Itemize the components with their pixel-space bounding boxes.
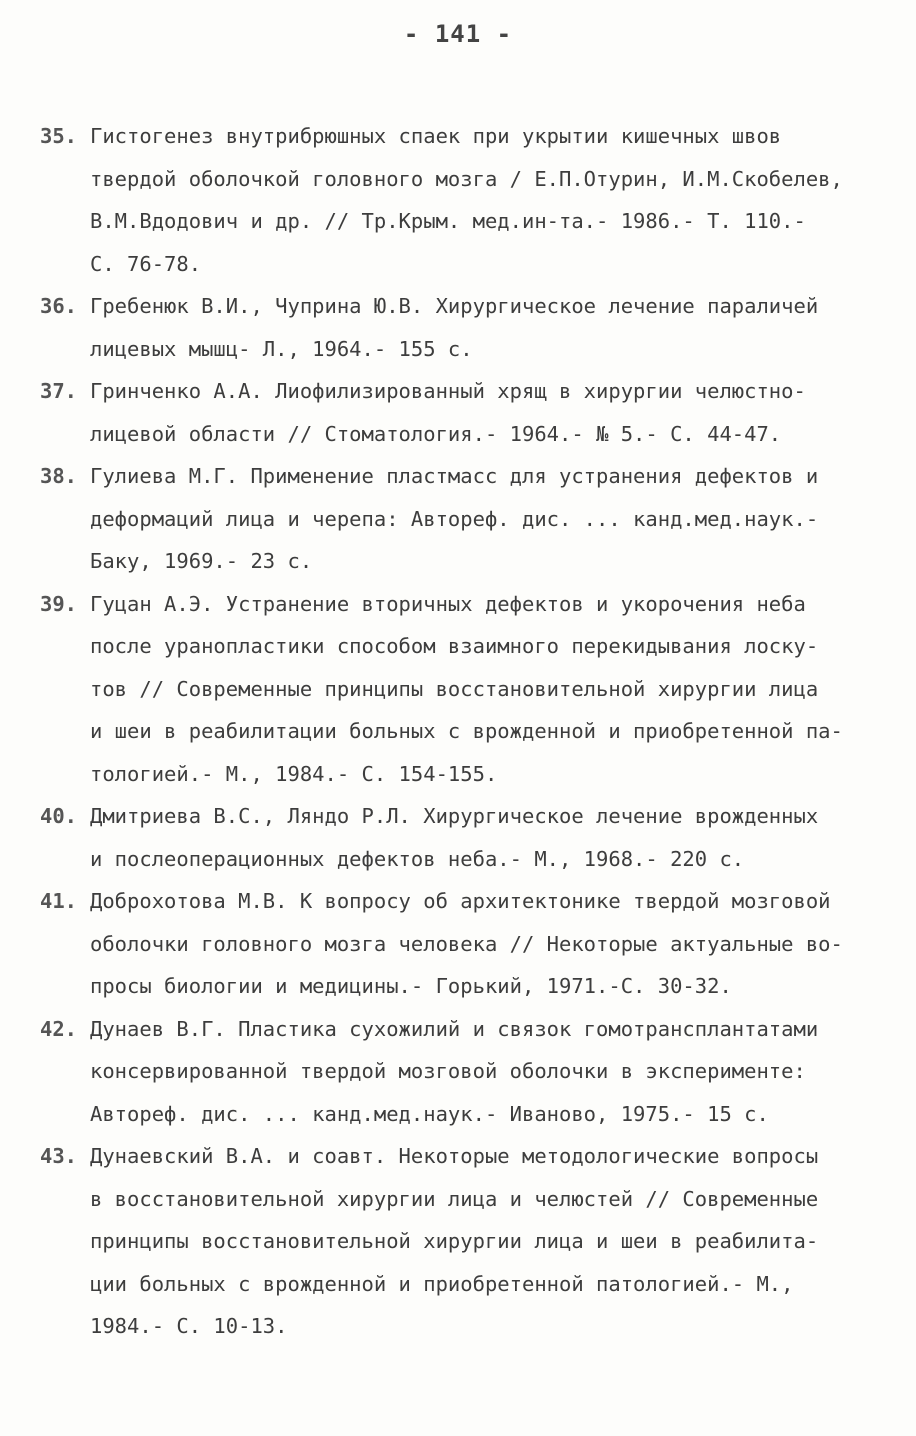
reference-line: ции больных с врожденной и приобретенной патологией.- М.,: [90, 1271, 794, 1296]
reference-line: Дунаевский В.А. и соавт. Некоторые методологические вопросы: [90, 1144, 819, 1168]
reference-text: [90, 1135, 880, 1348]
reference-text: [90, 880, 880, 1008]
reference-item: [40, 370, 880, 455]
reference-item: [40, 583, 880, 796]
reference-number: 36.: [40, 294, 78, 318]
reference-item: [40, 455, 880, 583]
reference-line: тологией.- М., 1984.- С. 154-155.: [90, 761, 498, 786]
reference-line: Дунаев В.Г. Пластика сухожилий и связок гомотрансплантатами: [90, 1016, 819, 1041]
reference-line: твердой оболочкой головного мозга / Е.П.Отурин, И.М.Скобелев,: [90, 166, 843, 191]
reference-line: Автореф. дис. ... канд.мед.наук.- Иваново, 1975.- 15 с.: [90, 1101, 769, 1126]
reference-line: Гулиева М.Г. Применение пластмасс для устранения дефектов и: [90, 464, 819, 488]
reference-item: [40, 880, 880, 1008]
reference-number: 40.: [40, 804, 78, 828]
reference-line: Гринченко А.А. Лиофилизированный хрящ в хирургии челюстно-: [90, 379, 806, 403]
reference-line: Гистогенез внутрибрюшных спаек при укрытии кишечных швов: [90, 124, 782, 148]
reference-number: 37.: [40, 379, 78, 403]
reference-text: [90, 583, 880, 796]
reference-item: [40, 1008, 880, 1136]
reference-text: [90, 285, 880, 370]
reference-item: [40, 285, 880, 370]
reference-item: [40, 1135, 880, 1348]
reference-line: деформаций лица и черепа: Автореф. дис. ... канд.мед.наук.-: [90, 506, 819, 531]
reference-number: 41.: [40, 889, 78, 913]
reference-line: и шеи в реабилитации больных с врожденной и приобретенной па-: [90, 719, 843, 743]
reference-line: Доброхотова М.В. К вопросу об архитектонике твердой мозговой: [90, 889, 831, 913]
reference-line: оболочки головного мозга человека // Некоторые актуальные во-: [90, 931, 843, 956]
reference-line: Гуцан А.Э. Устранение вторичных дефектов и укорочения неба: [90, 591, 806, 616]
reference-line: и послеоперационных дефектов неба.- М., 1968.- 220 с.: [90, 846, 745, 871]
reference-list: [40, 115, 880, 1348]
reference-line: Гребенюк В.И., Чуприна Ю.В. Хирургическое лечение параличей: [90, 294, 819, 318]
reference-line: лицевой области // Стоматология.- 1964.- № 5.- С. 44-47.: [90, 421, 782, 446]
reference-item: [40, 795, 880, 880]
reference-line: после уранопластики способом взаимного перекидывания лоску-: [90, 634, 819, 658]
reference-number: 35.: [40, 124, 78, 148]
reference-line: принципы восстановительной хирургии лица и шеи в реабилита-: [90, 1229, 819, 1253]
reference-line: лицевых мышц- Л., 1964.- 155 с.: [90, 336, 473, 361]
reference-line: тов // Современные принципы восстановительной хирургии лица: [90, 676, 819, 701]
reference-line: Дмитриева В.С., Ляндо Р.Л. Хирургическое лечение врожденных: [90, 804, 819, 828]
reference-number: 39.: [40, 591, 78, 616]
reference-line: С. 76-78.: [90, 251, 202, 276]
reference-line: Баку, 1969.- 23 с.: [90, 549, 313, 573]
reference-line: 1984.- С. 10-13.: [90, 1314, 288, 1338]
reference-line: в восстановительной хирургии лица и челюстей // Современные: [90, 1186, 819, 1211]
page-number: - 141 -: [403, 20, 513, 48]
reference-number: 38.: [40, 464, 78, 488]
reference-number: 42.: [40, 1016, 78, 1041]
reference-item: [40, 115, 880, 285]
reference-text: [90, 370, 880, 455]
reference-text: [90, 795, 880, 880]
reference-text: [90, 115, 880, 285]
reference-text: [90, 455, 880, 583]
reference-text: [90, 1008, 880, 1136]
reference-line: консервированной твердой мозговой оболочки в эксперименте:: [90, 1059, 806, 1083]
reference-line: просы биологии и медицины.- Горький, 1971.-С. 30-32.: [90, 974, 732, 998]
reference-line: В.М.Вдодович и др. // Тр.Крым. мед.ин-та.- 1986.- Т. 110.-: [90, 209, 806, 233]
reference-number: 43.: [40, 1144, 78, 1168]
